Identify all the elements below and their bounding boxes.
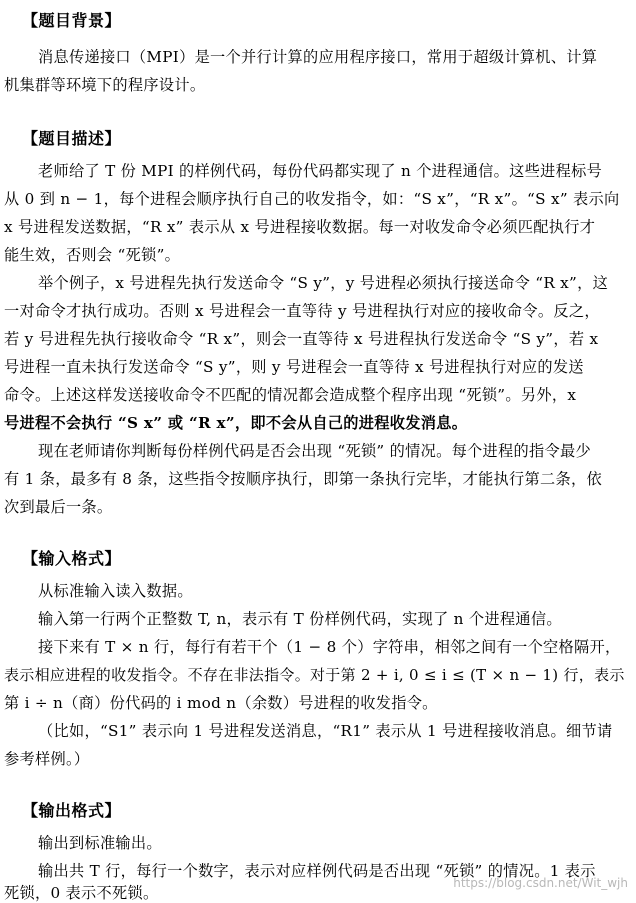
paragraph-line-bold: 号进程不会执行 “S x” 或 “R x”，即不会从自己的进程收发消息。 [4,414,468,432]
paragraph-line: 参考样例。） [4,750,90,768]
paragraph-line: 次到最后一条。 [4,498,113,516]
paragraph-line: x 号进程发送数据，“R x” 表示从 x 号进程接收数据。每一对收发命令必须匹配执行才 [4,218,596,236]
paragraph-line: 输出共 T 行，每行一个数字，表示对应样例代码是否出现 “死锁” 的情况。1 表示 [38,862,596,880]
section-title: 【输出格式】 [22,801,122,820]
paragraph-line: 输入第一行两个正整数 T, n，表示有 T 份样例代码，实现了 n 个进程通信。 [38,610,562,628]
paragraph-line: （比如，“S1” 表示向 1 号进程发送消息，“R1” 表示从 1 号进程接收消息。细节请 [38,722,613,740]
paragraph-line: 老师给了 T 份 MPI 的样例代码，每份代码都实现了 n 个进程通信。这些进程标号 [38,162,603,180]
paragraph-line: 一对命令才执行成功。否则 x 号进程会一直等待 y 号进程执行对应的接收命令。反之， [4,302,600,320]
section-title: 【题目描述】 [22,129,122,148]
paragraph-line: 机集群等环境下的程序设计。 [4,76,206,94]
paragraph-line: 死锁，0 表示不死锁。 [4,884,159,902]
paragraph-line: 命令。上述这样发送接收命令不匹配的情况都会造成整个程序出现 “死锁”。另外，x [4,386,577,404]
paragraph-line: 举个例子，x 号进程先执行发送命令 “S y”，y 号进程必须执行接送命令 “R x”，这 [38,274,609,292]
paragraph-line: 输出到标准输出。 [38,834,162,852]
paragraph-line: 接下来有 T × n 行，每行有若干个（1 − 8 个）字符串，相邻之间有一个空格隔开， [38,638,621,656]
paragraph-line: 号进程一直未执行发送命令 “S y”，则 y 号进程会一直等待 x 号进程执行对应的发送 [4,358,584,376]
paragraph-line: 从 0 到 n − 1，每个进程会顺序执行自己的收发指令，如：“S x”，“R x”。“S x” 表示向 [4,190,620,208]
paragraph-line: 第 i ÷ n（商）份代码的 i mod n（余数）号进程的收发指令。 [4,694,438,712]
paragraph-line: 有 1 条，最多有 8 条，这些指令按顺序执行，即第一条执行完毕，才能执行第二条，依 [4,470,602,488]
paragraph-line: 从标准输入读入数据。 [38,582,193,600]
watermark: https://blog.csdn.net/Wit_wjh [453,876,628,890]
paragraph-line: 现在老师请你判断每份样例代码是否会出现 “死锁” 的情况。每个进程的指令最少 [38,442,591,460]
section-title: 【输入格式】 [22,549,122,568]
section-title: 【题目背景】 [22,11,122,30]
paragraph-line: 表示相应进程的收发指令。不存在非法指令。对于第 2 + i, 0 ≤ i ≤ (T × n − 1) 行，表示 [4,666,625,684]
paragraph-line: 消息传递接口（MPI）是一个并行计算的应用程序接口，常用于超级计算机、计算 [38,48,598,66]
paragraph-line: 能生效，否则会 “死锁”。 [4,246,181,264]
paragraph-line: 若 y 号进程先执行接收命令 “R x”，则会一直等待 x 号进程执行发送命令 “S y”，若 x [4,330,599,348]
